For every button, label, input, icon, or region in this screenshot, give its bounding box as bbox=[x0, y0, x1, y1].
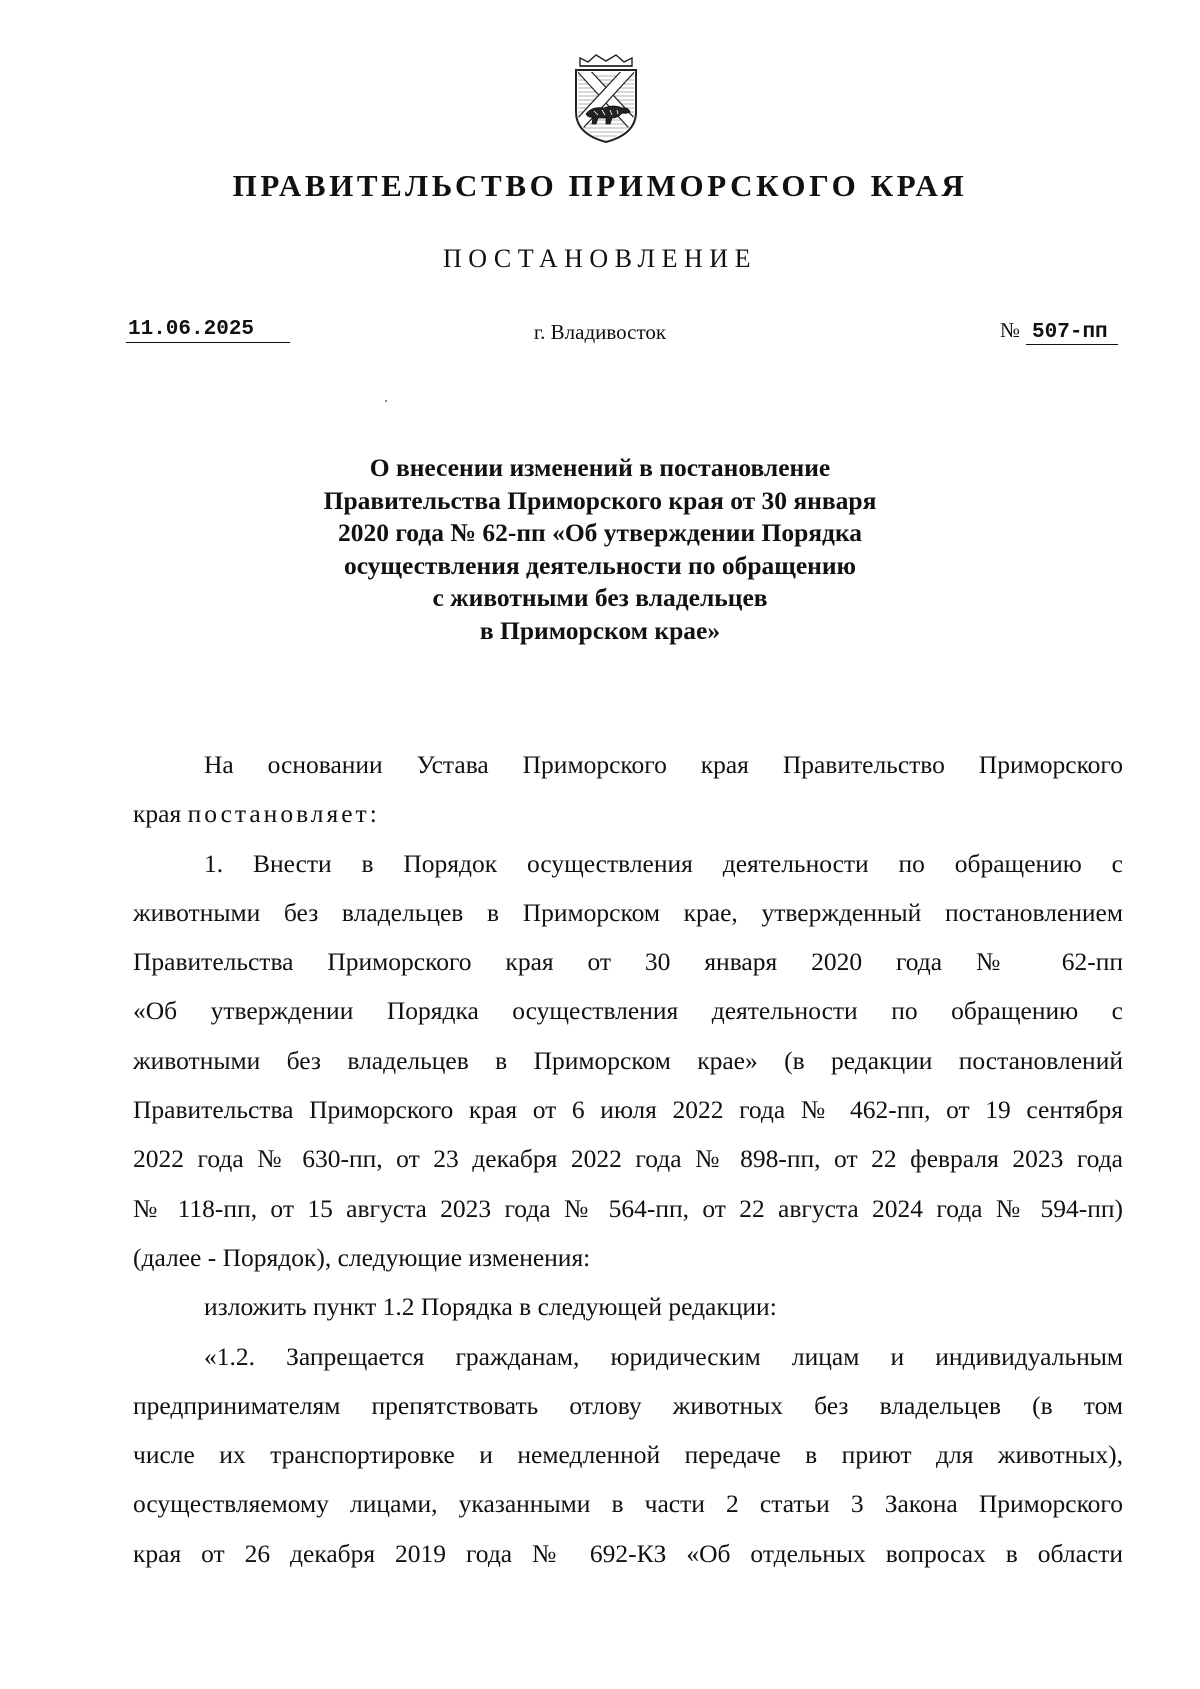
body-line: числе их транспортировке и немедленной передаче в приют для животных), bbox=[133, 1440, 1123, 1470]
body-line: 1. Внести в Порядок осуществления деятельности по обращению с bbox=[204, 848, 1123, 878]
body-line: осуществляемому лицами, указанными в части 2 статьи 3 Закона Приморского bbox=[133, 1489, 1123, 1519]
body-line: животными без владельцев в Приморском крае» (в редакции постановлений bbox=[133, 1045, 1123, 1075]
document-number bbox=[1000, 318, 1118, 345]
subject-line: Правительства Приморского края от 30 января bbox=[323, 485, 877, 515]
body-line: края от 26 декабря 2019 года № 692-КЗ «Об отдельных вопросах в области bbox=[133, 1538, 1123, 1568]
body-line: «Об утверждении Порядка осуществления деятельности по обращению с bbox=[133, 996, 1123, 1026]
clause-1-2-paragraph bbox=[133, 1332, 1123, 1578]
organization-title: ПРАВИТЕЛЬСТВО ПРИМОРСКОГО КРАЯ bbox=[232, 168, 968, 203]
body-line: 2022 года № 630-пп, от 23 декабря 2022 года № 898-пп, от 22 февраля 2023 года bbox=[133, 1144, 1123, 1174]
preamble-decree-word: постановляет: bbox=[187, 799, 380, 829]
subject-line: О внесении изменений в постановление bbox=[369, 453, 831, 482]
number-sign: № bbox=[1000, 318, 1021, 342]
body-line: Правительства Приморского края от 6 июля 2022 года № 462-пп, от 19 сентября bbox=[133, 1095, 1123, 1125]
document-type: ПОСТАНОВЛЕНИЕ bbox=[443, 244, 757, 273]
preamble-paragraph bbox=[133, 740, 1123, 839]
document-date: 11.06.2025 bbox=[126, 318, 290, 343]
body-line: (далее - Порядок), следующие изменения: bbox=[133, 1242, 591, 1272]
instruction-paragraph bbox=[133, 1282, 1123, 1331]
item-1-paragraph bbox=[133, 839, 1123, 1283]
subject-line: с животными без владельцев bbox=[432, 583, 768, 612]
subject-line: 2020 года № 62-пп «Об утверждении Порядка bbox=[337, 518, 863, 547]
body-line bbox=[133, 789, 1123, 838]
coat-of-arms-emblem bbox=[572, 52, 640, 144]
body-line: На основании Устава Приморского края Правительство Приморского bbox=[204, 750, 1123, 779]
document-body bbox=[133, 740, 1123, 1578]
subject-line: осуществления деятельности по обращению bbox=[343, 550, 857, 580]
body-line: предпринимателям препятствовать отлову животных без владельцев (в том bbox=[133, 1390, 1123, 1420]
body-line: Правительства Приморского края от 30 января 2020 года № 62-пп bbox=[133, 947, 1123, 977]
document-city: г. Владивосток bbox=[533, 320, 667, 344]
body-line: животными без владельцев в Приморском крае, утвержденный постановлением bbox=[133, 897, 1123, 927]
number-value: 507-пп bbox=[1026, 321, 1118, 345]
body-line: «1.2. Запрещается гражданам, юридическим лицам и индивидуальным bbox=[204, 1341, 1123, 1371]
subject-line: в Приморском крае» bbox=[479, 615, 721, 645]
body-line: № 118-пп, от 15 августа 2023 года № 564-пп, от 22 августа 2024 года № 594-пп) bbox=[133, 1193, 1123, 1223]
document-subject bbox=[200, 452, 1000, 647]
body-line: изложить пункт 1.2 Порядка в следующей редакции: bbox=[204, 1292, 777, 1322]
preamble-prefix: края bbox=[133, 799, 188, 829]
scan-speck bbox=[385, 400, 387, 402]
